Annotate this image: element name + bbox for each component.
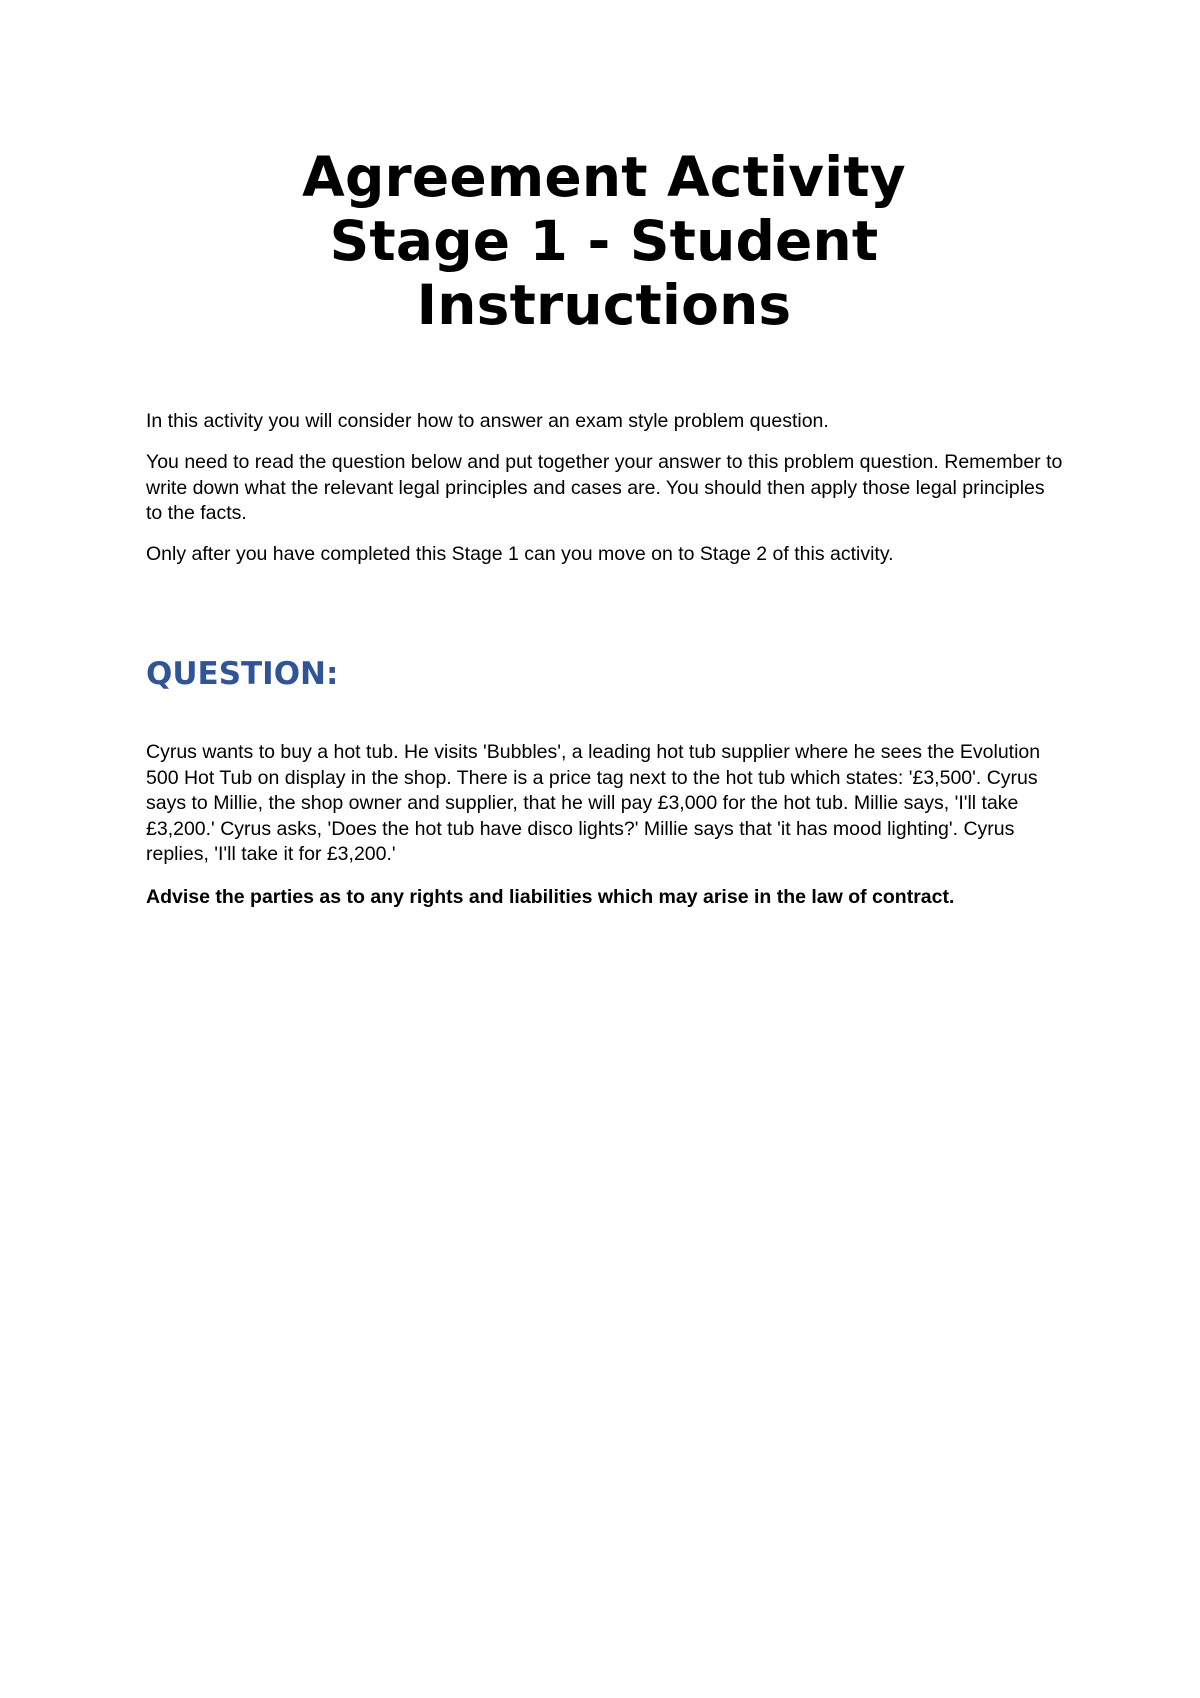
title-line-1: Agreement Activity xyxy=(302,145,906,209)
read-question-paragraph: You need to read the question below and put together your answer to this problem question. Remember to write down what the relevant legal principles and cases are. You should then apply those legal principles to the facts. xyxy=(146,451,1063,524)
question-heading: QUESTION: xyxy=(146,656,339,692)
stage-note-paragraph: Only after you have completed this Stage 1 can you move on to Stage 2 of this activity. xyxy=(146,543,894,565)
document-title xyxy=(146,145,1062,337)
title-line-2: Stage 1 - Student xyxy=(329,209,879,273)
advise-instruction: Advise the parties as to any rights and liabilities which may arise in the law of contract. xyxy=(146,886,955,908)
intro-paragraph: In this activity you will consider how to answer an exam style problem question. xyxy=(146,410,829,432)
title-line-3: Instructions xyxy=(416,273,792,337)
scenario-paragraph: Cyrus wants to buy a hot tub. He visits 'Bubbles', a leading hot tub supplier where he sees the Evolution 500 Hot Tub on display in the shop. There is a price tag next to the hot tub which states: '£3,500'. Cyrus says to Millie, the shop owner and supplier, that he will pay £3,000 for the hot tub. Millie says, 'I'll take £3,200.' Cyrus asks, 'Does the hot tub have disco lights?' Millie says that 'it has mood lighting'. Cyrus replies, 'I'll take it for £3,200.' xyxy=(146,741,1041,865)
